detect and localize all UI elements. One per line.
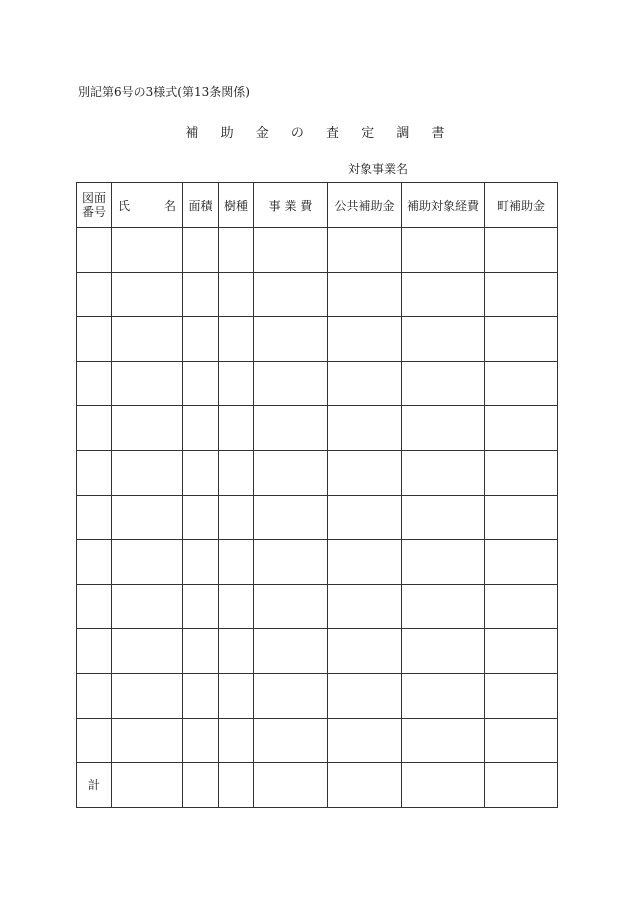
table-cell[interactable] (328, 361, 402, 406)
table-cell[interactable] (77, 272, 112, 317)
table-cell[interactable] (112, 584, 183, 629)
header-name (112, 183, 183, 228)
table-row (77, 718, 558, 763)
table-cell[interactable] (328, 718, 402, 763)
table-cell[interactable] (402, 673, 485, 718)
table-cell[interactable] (77, 629, 112, 674)
form-reference: 別記第6号の3様式(第13条関係) (78, 85, 250, 99)
document-title: 補 助 金 の 査 定 調 書 (185, 126, 454, 141)
table-cell[interactable] (254, 317, 328, 362)
table-cell[interactable] (219, 495, 254, 540)
table-cell[interactable] (328, 495, 402, 540)
table-cell[interactable] (485, 317, 558, 362)
table-cell[interactable] (254, 272, 328, 317)
table-cell[interactable] (183, 361, 219, 406)
table-row (77, 361, 558, 406)
table-cell[interactable] (183, 763, 219, 808)
table-cell[interactable] (77, 450, 112, 495)
table-cell[interactable] (485, 673, 558, 718)
table-cell[interactable] (183, 406, 219, 451)
table-cell[interactable] (112, 495, 183, 540)
header-town-subsidy: 町補助金 (485, 183, 558, 228)
header-drawing-number-line1: 図面 (81, 191, 106, 205)
table-row (77, 406, 558, 451)
table-cell[interactable] (485, 450, 558, 495)
table-row (77, 450, 558, 495)
header-name-last: 名 (163, 198, 176, 213)
table-cell[interactable] (112, 629, 183, 674)
table-cell[interactable] (328, 272, 402, 317)
table-cell[interactable] (402, 361, 485, 406)
total-label: 計 (77, 763, 112, 808)
table-cell[interactable] (219, 540, 254, 585)
table-cell[interactable] (254, 763, 328, 808)
table-cell[interactable] (254, 495, 328, 540)
table-cell[interactable] (485, 406, 558, 451)
table-cell[interactable] (254, 629, 328, 674)
table-cell[interactable] (402, 272, 485, 317)
table-cell[interactable] (328, 763, 402, 808)
table-cell[interactable] (328, 584, 402, 629)
table-row (77, 272, 558, 317)
table-cell[interactable] (112, 361, 183, 406)
table-cell[interactable] (485, 584, 558, 629)
table-cell[interactable] (183, 629, 219, 674)
table-cell[interactable] (254, 584, 328, 629)
table-cell[interactable] (77, 406, 112, 451)
table-cell[interactable] (254, 718, 328, 763)
project-name-label: 対象事業名 (348, 162, 409, 176)
total-row (77, 763, 558, 808)
table-cell[interactable] (183, 495, 219, 540)
table-cell[interactable] (112, 540, 183, 585)
table-cell[interactable] (183, 228, 219, 273)
table-cell[interactable] (77, 540, 112, 585)
table-cell[interactable] (402, 406, 485, 451)
table-header-row (77, 183, 558, 228)
table-cell[interactable] (485, 718, 558, 763)
table-cell[interactable] (328, 228, 402, 273)
table-cell[interactable] (219, 228, 254, 273)
table-cell[interactable] (219, 763, 254, 808)
table-cell[interactable] (254, 361, 328, 406)
table-cell[interactable] (77, 584, 112, 629)
table-cell[interactable] (112, 673, 183, 718)
header-eligible-cost: 補助対象経費 (402, 183, 485, 228)
header-species: 樹種 (219, 183, 254, 228)
table-row (77, 584, 558, 629)
table-cell[interactable] (112, 272, 183, 317)
header-project-cost: 事 業 費 (254, 183, 328, 228)
table-cell[interactable] (485, 495, 558, 540)
table-cell[interactable] (77, 317, 112, 362)
table-cell[interactable] (254, 540, 328, 585)
table-cell[interactable] (485, 763, 558, 808)
assessment-table (76, 182, 558, 808)
table-cell[interactable] (328, 673, 402, 718)
table-cell[interactable] (183, 584, 219, 629)
table-row (77, 629, 558, 674)
table-cell[interactable] (183, 450, 219, 495)
table-cell[interactable] (219, 673, 254, 718)
table-cell[interactable] (112, 718, 183, 763)
table-cell[interactable] (219, 629, 254, 674)
table-cell[interactable] (183, 540, 219, 585)
table-cell[interactable] (219, 361, 254, 406)
table-cell[interactable] (402, 540, 485, 585)
table-cell[interactable] (402, 584, 485, 629)
table-cell[interactable] (183, 673, 219, 718)
table-cell[interactable] (328, 450, 402, 495)
table-row (77, 673, 558, 718)
table-cell[interactable] (328, 540, 402, 585)
table-cell[interactable] (183, 718, 219, 763)
table-cell[interactable] (485, 272, 558, 317)
table-cell[interactable] (402, 629, 485, 674)
table-cell[interactable] (485, 228, 558, 273)
header-name-first: 氏 (118, 198, 131, 213)
table-cell[interactable] (485, 540, 558, 585)
header-public-subsidy: 公共補助金 (328, 183, 402, 228)
table-cell[interactable] (219, 584, 254, 629)
table-cell[interactable] (77, 228, 112, 273)
table-row (77, 228, 558, 273)
table-cell[interactable] (77, 673, 112, 718)
table-cell[interactable] (219, 450, 254, 495)
table-cell[interactable] (219, 718, 254, 763)
table-cell[interactable] (254, 406, 328, 451)
table-cell[interactable] (402, 317, 485, 362)
table-cell[interactable] (402, 495, 485, 540)
table-row (77, 495, 558, 540)
table-cell[interactable] (328, 317, 402, 362)
header-drawing-number (77, 183, 112, 228)
table-cell[interactable] (219, 317, 254, 362)
table-row (77, 540, 558, 585)
table-cell[interactable] (402, 228, 485, 273)
table-cell[interactable] (485, 361, 558, 406)
table-cell[interactable] (254, 450, 328, 495)
table-cell[interactable] (77, 495, 112, 540)
header-drawing-number-line2: 番号 (81, 205, 106, 219)
table-cell[interactable] (183, 272, 219, 317)
table-cell[interactable] (77, 361, 112, 406)
table-cell[interactable] (402, 763, 485, 808)
table-cell[interactable] (328, 406, 402, 451)
table-cell[interactable] (112, 317, 183, 362)
table-cell[interactable] (402, 450, 485, 495)
table-cell[interactable] (219, 272, 254, 317)
table-cell[interactable] (254, 673, 328, 718)
table-row (77, 317, 558, 362)
table-cell[interactable] (112, 450, 183, 495)
table-cell[interactable] (254, 228, 328, 273)
table-cell[interactable] (112, 406, 183, 451)
table-cell[interactable] (219, 406, 254, 451)
header-area: 面積 (183, 183, 219, 228)
table-cell[interactable] (183, 317, 219, 362)
table-cell[interactable] (112, 228, 183, 273)
table-cell[interactable] (77, 718, 112, 763)
table-cell[interactable] (402, 718, 485, 763)
table-cell[interactable] (328, 629, 402, 674)
table-cell[interactable] (112, 763, 183, 808)
table-cell[interactable] (485, 629, 558, 674)
